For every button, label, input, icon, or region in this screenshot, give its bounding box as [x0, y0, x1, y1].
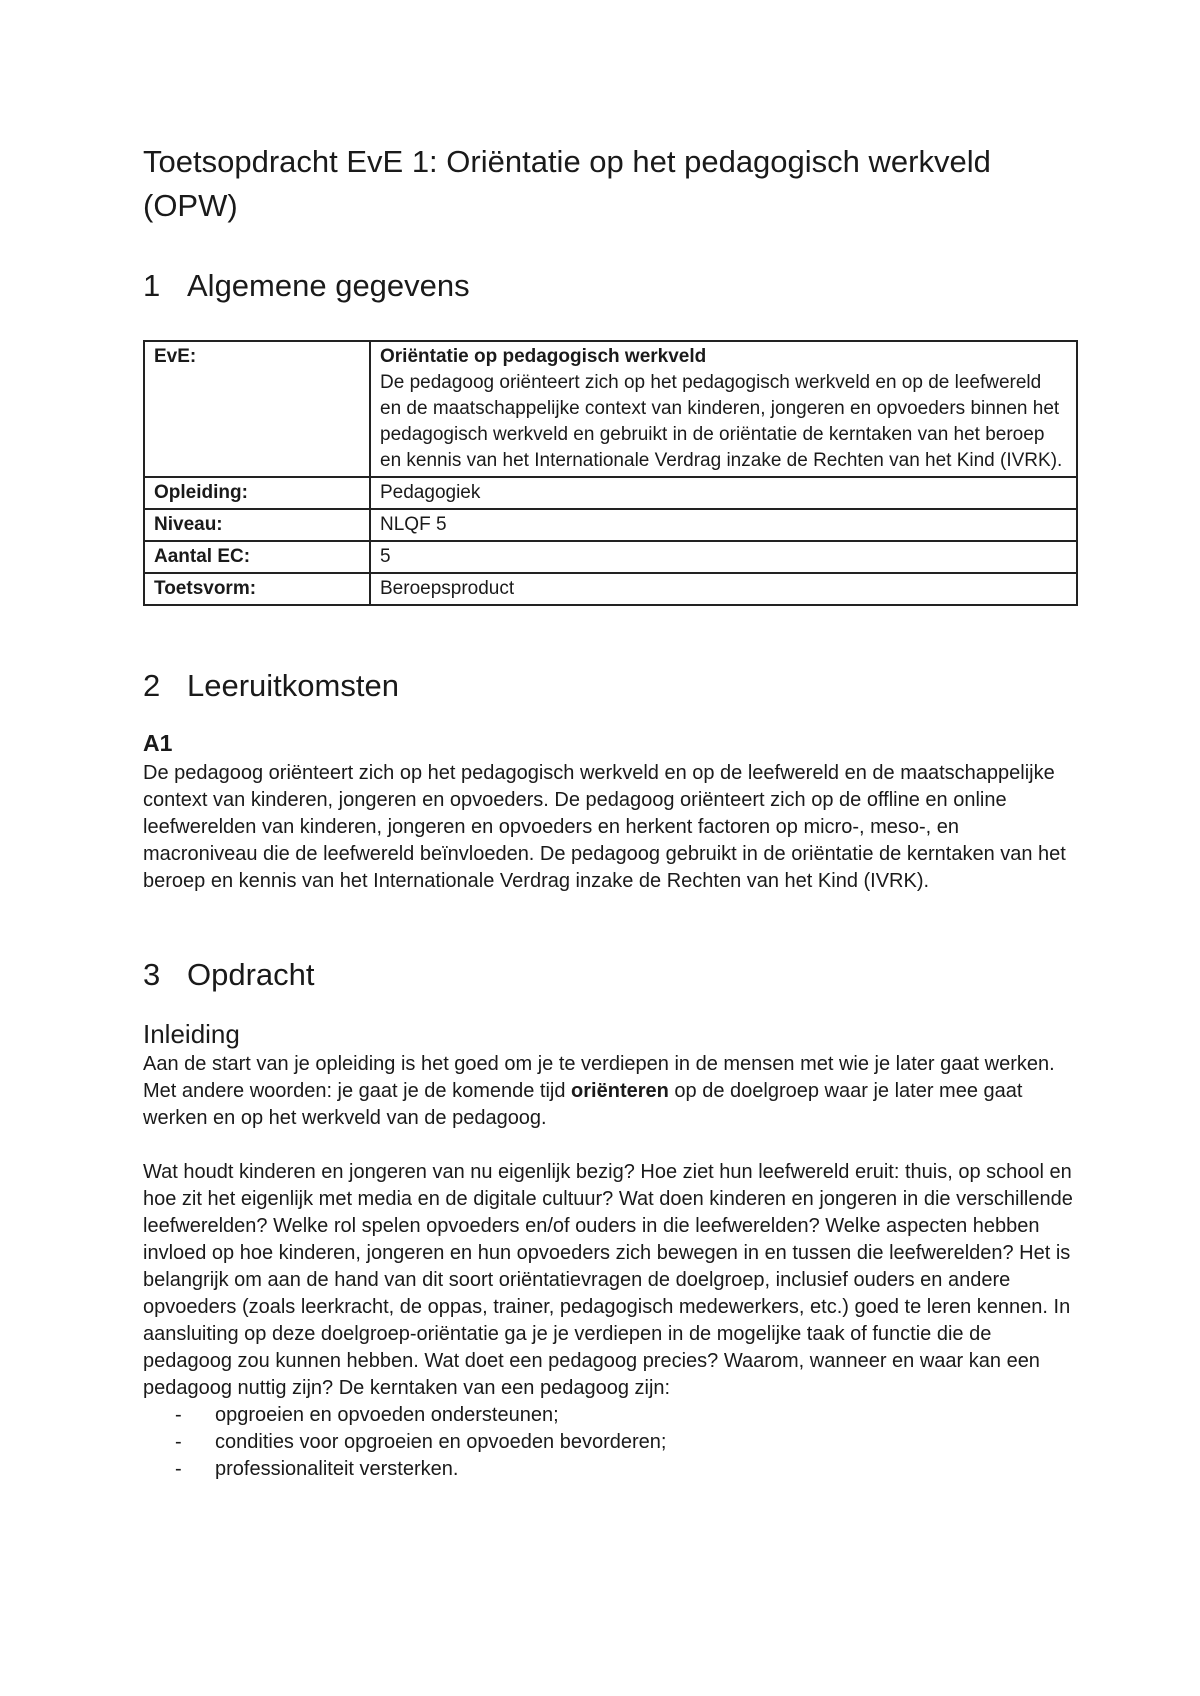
- section-heading-leeruitkomsten: [143, 666, 1078, 706]
- table-label: Niveau:: [144, 509, 370, 541]
- text-run: op de doelgroep waar je later mee gaat werken en op het werkveld van de pedagoog.: [143, 1080, 1023, 1129]
- section-heading-algemene-gegevens: [143, 266, 1078, 306]
- list-item-text: professionaliteit versterken.: [215, 1458, 459, 1480]
- text-run: Aan de start van je opleiding is het goed om je te verdiepen in de mensen met wie je later gaat werken. Met andere woorden: je gaat je de komende tijd: [143, 1053, 1055, 1102]
- list-item: [143, 1402, 1078, 1429]
- section-title: Leeruitkomsten: [187, 668, 399, 703]
- table-label: Aantal EC:: [144, 541, 370, 573]
- inleiding-paragraph-1: [143, 1051, 1078, 1132]
- table-value: [370, 341, 1077, 477]
- list-item: [143, 1429, 1078, 1456]
- section-number: 1: [143, 268, 161, 303]
- document-title: Toetsopdracht EvE 1: Oriëntatie op het pedagogisch werkveld (OPW): [143, 144, 991, 223]
- section-heading-opdracht: [143, 955, 1078, 995]
- section-number: 2: [143, 668, 161, 703]
- table-row: [144, 509, 1077, 541]
- section-title: Opdracht: [187, 957, 315, 992]
- general-info-table: [143, 340, 1078, 606]
- table-row: [144, 541, 1077, 573]
- table-value: Pedagogiek: [370, 477, 1077, 509]
- table-label: EvE:: [144, 341, 370, 477]
- table-row: [144, 573, 1077, 605]
- section-number: 3: [143, 957, 161, 992]
- list-marker: -: [175, 1404, 182, 1426]
- section-title: Algemene gegevens: [187, 268, 470, 303]
- table-value: Beroepsproduct: [370, 573, 1077, 605]
- kerntaken-list: [143, 1402, 1078, 1483]
- emphasis-orienteren: oriënteren: [571, 1080, 669, 1102]
- table-label: Toetsvorm:: [144, 573, 370, 605]
- list-item: [143, 1456, 1078, 1483]
- eve-title: Oriëntatie op pedagogisch werkveld: [380, 346, 707, 367]
- subheading-inleiding: Inleiding: [143, 1019, 240, 1049]
- list-marker: -: [175, 1458, 182, 1480]
- table-row: [144, 477, 1077, 509]
- eve-description: De pedagoog oriënteert zich op het pedagogisch werkveld en op de leefwereld en de maatschappelijke context van kinderen, jongeren en opvoeders binnen het pedagogisch werkveld en gebruikt in de oriëntatie de kerntaken van het beroep en kennis van het Internationale Verdrag inzake de Rechten van het Kind (IVRK).: [380, 372, 1063, 471]
- inleiding-paragraph-2: Wat houdt kinderen en jongeren van nu eigenlijk bezig? Hoe ziet hun leefwereld eruit: thuis, op school en hoe zit het eigenlijk met media en de digitale cultuur? Wat doen kinderen en jongeren in die verschillende leefwerelden? Welke rol spelen opvoeders en/of ouders in die leefwerelden? Welke aspecten hebben invloed op hoe kinderen, jongeren en hun opvoeders zich bewegen in en tussen die leefwerelden? Het is belangrijk om aan de hand van dit soort oriëntatievragen de doelgroep, inclusief ouders en andere opvoeders (zoals leerkracht, de oppas, trainer, pedagogisch medewerkers, etc.) goed te leren kennen. In aansluiting op deze doelgroep-oriëntatie ga je je verdiepen in de mogelijke taak of functie die de pedagoog zou kunnen hebben. Wat doet een pedagoog precies? Waarom, wanneer en waar kan een pedagoog nuttig zijn? De kerntaken van een pedagoog zijn:: [143, 1161, 1073, 1399]
- table-value: NLQF 5: [370, 509, 1077, 541]
- list-item-text: opgroeien en opvoeden ondersteunen;: [215, 1404, 559, 1426]
- document-content: [143, 140, 1078, 1483]
- table-value: 5: [370, 541, 1077, 573]
- table-row: [144, 341, 1077, 477]
- leeruitkomst-text: De pedagoog oriënteert zich op het pedagogisch werkveld en op de leefwereld en de maatschappelijke context van kinderen, jongeren en opvoeders. De pedagoog oriënteert zich op de offline en online leefwerelden van kinderen, jongeren en opvoeders en herkent factoren op micro-, meso-, en macroniveau die de leefwereld beïnvloeden. De pedagoog gebruikt in de oriëntatie de kerntaken van het beroep en kennis van het Internationale Verdrag inzake de Rechten van het Kind (IVRK).: [143, 762, 1066, 892]
- table-label: Opleiding:: [144, 477, 370, 509]
- subheading-a1: A1: [143, 730, 173, 756]
- list-marker: -: [175, 1431, 182, 1453]
- list-item-text: condities voor opgroeien en opvoeden bevorderen;: [215, 1431, 667, 1453]
